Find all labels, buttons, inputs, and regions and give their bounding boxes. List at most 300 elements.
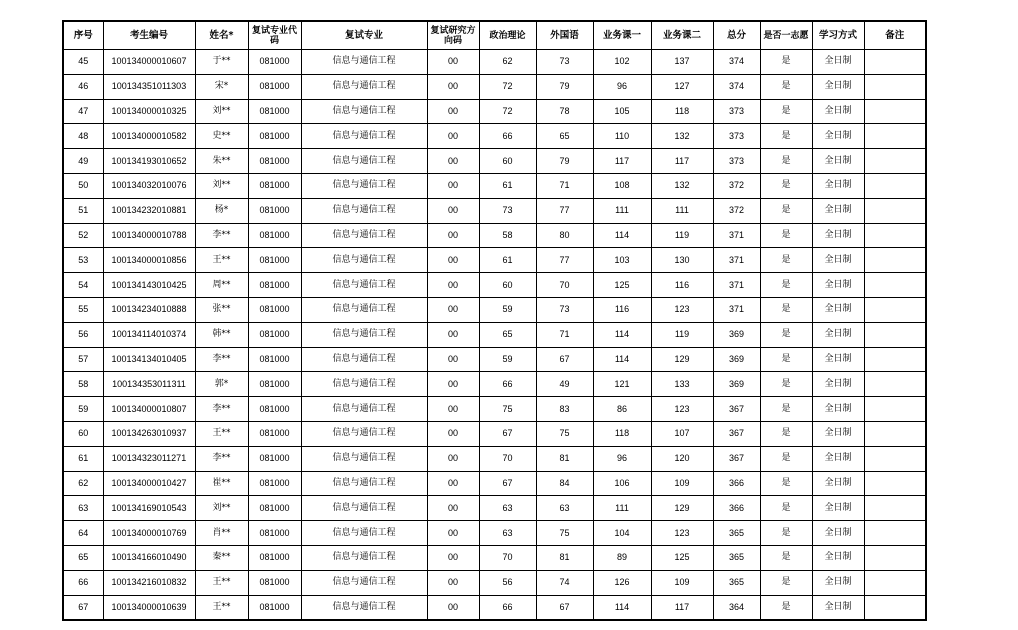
cell-course-one: 114 bbox=[593, 223, 651, 248]
cell-candidate-id: 100134000010639 bbox=[103, 595, 195, 620]
header-foreign-language: 外国语 bbox=[536, 21, 593, 50]
cell-remarks bbox=[864, 74, 926, 99]
cell-direction-code: 00 bbox=[427, 446, 479, 471]
cell-foreign-language: 67 bbox=[536, 595, 593, 620]
header-study-mode: 学习方式 bbox=[812, 21, 864, 50]
cell-politics: 67 bbox=[479, 421, 536, 446]
table-body bbox=[63, 50, 926, 621]
cell-candidate-id: 100134134010405 bbox=[103, 347, 195, 372]
cell-course-one: 86 bbox=[593, 397, 651, 422]
cell-politics: 63 bbox=[479, 521, 536, 546]
cell-seq: 67 bbox=[63, 595, 103, 620]
cell-study-mode: 全日制 bbox=[812, 322, 864, 347]
cell-course-one: 96 bbox=[593, 74, 651, 99]
table-row bbox=[63, 297, 926, 322]
cell-first-choice: 是 bbox=[760, 446, 812, 471]
cell-candidate-id: 100134000010807 bbox=[103, 397, 195, 422]
cell-major: 信息与通信工程 bbox=[301, 273, 427, 298]
cell-seq: 62 bbox=[63, 471, 103, 496]
table-row bbox=[63, 74, 926, 99]
cell-seq: 59 bbox=[63, 397, 103, 422]
table-row bbox=[63, 471, 926, 496]
cell-course-two: 127 bbox=[651, 74, 713, 99]
cell-remarks bbox=[864, 496, 926, 521]
cell-study-mode: 全日制 bbox=[812, 273, 864, 298]
table-row bbox=[63, 421, 926, 446]
cell-study-mode: 全日制 bbox=[812, 372, 864, 397]
cell-politics: 58 bbox=[479, 223, 536, 248]
table-row bbox=[63, 496, 926, 521]
cell-seq: 47 bbox=[63, 99, 103, 124]
cell-seq: 49 bbox=[63, 149, 103, 174]
cell-total: 369 bbox=[713, 322, 760, 347]
cell-total: 371 bbox=[713, 223, 760, 248]
cell-first-choice: 是 bbox=[760, 322, 812, 347]
cell-total: 372 bbox=[713, 173, 760, 198]
cell-foreign-language: 74 bbox=[536, 570, 593, 595]
cell-foreign-language: 83 bbox=[536, 397, 593, 422]
cell-major: 信息与通信工程 bbox=[301, 99, 427, 124]
cell-course-one: 105 bbox=[593, 99, 651, 124]
cell-direction-code: 00 bbox=[427, 521, 479, 546]
table-row bbox=[63, 223, 926, 248]
cell-course-two: 111 bbox=[651, 198, 713, 223]
cell-seq: 50 bbox=[63, 173, 103, 198]
cell-direction-code: 00 bbox=[427, 471, 479, 496]
cell-course-two: 125 bbox=[651, 545, 713, 570]
cell-major: 信息与通信工程 bbox=[301, 223, 427, 248]
cell-name: 宋* bbox=[195, 74, 248, 99]
cell-foreign-language: 75 bbox=[536, 421, 593, 446]
cell-direction-code: 00 bbox=[427, 248, 479, 273]
table-row bbox=[63, 273, 926, 298]
table-row bbox=[63, 372, 926, 397]
cell-remarks bbox=[864, 446, 926, 471]
cell-direction-code: 00 bbox=[427, 74, 479, 99]
cell-remarks bbox=[864, 248, 926, 273]
cell-course-one: 125 bbox=[593, 273, 651, 298]
cell-major-code: 081000 bbox=[248, 297, 301, 322]
cell-seq: 61 bbox=[63, 446, 103, 471]
cell-major-code: 081000 bbox=[248, 74, 301, 99]
cell-first-choice: 是 bbox=[760, 124, 812, 149]
cell-remarks bbox=[864, 124, 926, 149]
cell-candidate-id: 100134263010937 bbox=[103, 421, 195, 446]
cell-direction-code: 00 bbox=[427, 570, 479, 595]
cell-total: 373 bbox=[713, 149, 760, 174]
cell-foreign-language: 73 bbox=[536, 297, 593, 322]
cell-major-code: 081000 bbox=[248, 496, 301, 521]
table-row bbox=[63, 545, 926, 570]
cell-study-mode: 全日制 bbox=[812, 99, 864, 124]
cell-first-choice: 是 bbox=[760, 50, 812, 75]
cell-course-one: 114 bbox=[593, 347, 651, 372]
cell-first-choice: 是 bbox=[760, 198, 812, 223]
cell-seq: 52 bbox=[63, 223, 103, 248]
cell-major-code: 081000 bbox=[248, 545, 301, 570]
cell-major-code: 081000 bbox=[248, 471, 301, 496]
cell-candidate-id: 100134114010374 bbox=[103, 322, 195, 347]
cell-course-one: 108 bbox=[593, 173, 651, 198]
cell-direction-code: 00 bbox=[427, 297, 479, 322]
cell-foreign-language: 77 bbox=[536, 248, 593, 273]
cell-major: 信息与通信工程 bbox=[301, 570, 427, 595]
cell-direction-code: 00 bbox=[427, 99, 479, 124]
cell-course-one: 96 bbox=[593, 446, 651, 471]
cell-name: 李** bbox=[195, 397, 248, 422]
cell-direction-code: 00 bbox=[427, 545, 479, 570]
header-first-choice: 是否一志愿 bbox=[760, 21, 812, 50]
cell-direction-code: 00 bbox=[427, 322, 479, 347]
table-row bbox=[63, 124, 926, 149]
cell-major: 信息与通信工程 bbox=[301, 397, 427, 422]
cell-first-choice: 是 bbox=[760, 347, 812, 372]
cell-candidate-id: 100134000010427 bbox=[103, 471, 195, 496]
cell-major-code: 081000 bbox=[248, 149, 301, 174]
cell-candidate-id: 100134032010076 bbox=[103, 173, 195, 198]
cell-remarks bbox=[864, 570, 926, 595]
cell-first-choice: 是 bbox=[760, 570, 812, 595]
cell-candidate-id: 100134000010856 bbox=[103, 248, 195, 273]
cell-politics: 66 bbox=[479, 595, 536, 620]
cell-study-mode: 全日制 bbox=[812, 496, 864, 521]
cell-candidate-id: 100134193010652 bbox=[103, 149, 195, 174]
cell-study-mode: 全日制 bbox=[812, 50, 864, 75]
table-row bbox=[63, 347, 926, 372]
cell-name: 韩** bbox=[195, 322, 248, 347]
cell-total: 365 bbox=[713, 521, 760, 546]
cell-course-one: 104 bbox=[593, 521, 651, 546]
cell-total: 374 bbox=[713, 74, 760, 99]
cell-major: 信息与通信工程 bbox=[301, 149, 427, 174]
table-row bbox=[63, 50, 926, 75]
cell-name: 刘** bbox=[195, 173, 248, 198]
header-name: 姓名* bbox=[195, 21, 248, 50]
cell-first-choice: 是 bbox=[760, 273, 812, 298]
header-course-one: 业务课一 bbox=[593, 21, 651, 50]
cell-politics: 60 bbox=[479, 149, 536, 174]
cell-course-one: 126 bbox=[593, 570, 651, 595]
cell-study-mode: 全日制 bbox=[812, 570, 864, 595]
cell-name: 王** bbox=[195, 421, 248, 446]
cell-major-code: 081000 bbox=[248, 124, 301, 149]
cell-first-choice: 是 bbox=[760, 223, 812, 248]
cell-first-choice: 是 bbox=[760, 545, 812, 570]
cell-major: 信息与通信工程 bbox=[301, 347, 427, 372]
cell-direction-code: 00 bbox=[427, 124, 479, 149]
cell-major: 信息与通信工程 bbox=[301, 545, 427, 570]
cell-remarks bbox=[864, 99, 926, 124]
cell-candidate-id: 100134166010490 bbox=[103, 545, 195, 570]
table-row bbox=[63, 570, 926, 595]
cell-major-code: 081000 bbox=[248, 248, 301, 273]
cell-study-mode: 全日制 bbox=[812, 595, 864, 620]
cell-politics: 73 bbox=[479, 198, 536, 223]
cell-study-mode: 全日制 bbox=[812, 421, 864, 446]
header-seq: 序号 bbox=[63, 21, 103, 50]
cell-major: 信息与通信工程 bbox=[301, 446, 427, 471]
cell-course-two: 123 bbox=[651, 521, 713, 546]
cell-politics: 70 bbox=[479, 446, 536, 471]
cell-politics: 66 bbox=[479, 372, 536, 397]
cell-major-code: 081000 bbox=[248, 99, 301, 124]
cell-course-two: 137 bbox=[651, 50, 713, 75]
cell-major: 信息与通信工程 bbox=[301, 248, 427, 273]
cell-course-two: 120 bbox=[651, 446, 713, 471]
cell-course-two: 123 bbox=[651, 397, 713, 422]
cell-total: 373 bbox=[713, 124, 760, 149]
cell-foreign-language: 79 bbox=[536, 149, 593, 174]
cell-course-two: 123 bbox=[651, 297, 713, 322]
cell-foreign-language: 77 bbox=[536, 198, 593, 223]
cell-name: 朱** bbox=[195, 149, 248, 174]
cell-remarks bbox=[864, 595, 926, 620]
cell-major-code: 081000 bbox=[248, 595, 301, 620]
cell-major: 信息与通信工程 bbox=[301, 198, 427, 223]
table-row bbox=[63, 99, 926, 124]
cell-major-code: 081000 bbox=[248, 322, 301, 347]
cell-remarks bbox=[864, 273, 926, 298]
cell-course-one: 117 bbox=[593, 149, 651, 174]
cell-direction-code: 00 bbox=[427, 149, 479, 174]
cell-remarks bbox=[864, 347, 926, 372]
cell-candidate-id: 100134353011311 bbox=[103, 372, 195, 397]
cell-politics: 72 bbox=[479, 74, 536, 99]
cell-name: 张** bbox=[195, 297, 248, 322]
cell-major-code: 081000 bbox=[248, 421, 301, 446]
cell-seq: 46 bbox=[63, 74, 103, 99]
cell-candidate-id: 100134169010543 bbox=[103, 496, 195, 521]
cell-total: 367 bbox=[713, 421, 760, 446]
cell-course-one: 114 bbox=[593, 322, 651, 347]
cell-name: 李** bbox=[195, 446, 248, 471]
cell-foreign-language: 63 bbox=[536, 496, 593, 521]
cell-total: 369 bbox=[713, 347, 760, 372]
header-research-direction-code: 复试研究方向码 bbox=[427, 21, 479, 50]
cell-name: 秦** bbox=[195, 545, 248, 570]
cell-major: 信息与通信工程 bbox=[301, 496, 427, 521]
cell-direction-code: 00 bbox=[427, 173, 479, 198]
cell-major-code: 081000 bbox=[248, 198, 301, 223]
cell-course-two: 133 bbox=[651, 372, 713, 397]
cell-study-mode: 全日制 bbox=[812, 173, 864, 198]
cell-candidate-id: 100134143010425 bbox=[103, 273, 195, 298]
cell-politics: 61 bbox=[479, 248, 536, 273]
cell-candidate-id: 100134216010832 bbox=[103, 570, 195, 595]
cell-total: 372 bbox=[713, 198, 760, 223]
header-total: 总分 bbox=[713, 21, 760, 50]
cell-name: 崔** bbox=[195, 471, 248, 496]
table-row bbox=[63, 397, 926, 422]
cell-politics: 66 bbox=[479, 124, 536, 149]
cell-name: 李** bbox=[195, 223, 248, 248]
cell-foreign-language: 70 bbox=[536, 273, 593, 298]
table-row bbox=[63, 446, 926, 471]
cell-candidate-id: 100134000010607 bbox=[103, 50, 195, 75]
cell-name: 王** bbox=[195, 570, 248, 595]
cell-course-two: 130 bbox=[651, 248, 713, 273]
cell-politics: 56 bbox=[479, 570, 536, 595]
cell-total: 371 bbox=[713, 273, 760, 298]
table-row bbox=[63, 595, 926, 620]
cell-course-one: 118 bbox=[593, 421, 651, 446]
cell-course-one: 102 bbox=[593, 50, 651, 75]
cell-total: 371 bbox=[713, 248, 760, 273]
cell-major: 信息与通信工程 bbox=[301, 173, 427, 198]
cell-course-two: 129 bbox=[651, 347, 713, 372]
cell-direction-code: 00 bbox=[427, 372, 479, 397]
header-remarks: 备注 bbox=[864, 21, 926, 50]
cell-study-mode: 全日制 bbox=[812, 74, 864, 99]
header-candidate-id: 考生编号 bbox=[103, 21, 195, 50]
cell-major-code: 081000 bbox=[248, 570, 301, 595]
cell-course-one: 89 bbox=[593, 545, 651, 570]
cell-first-choice: 是 bbox=[760, 248, 812, 273]
cell-name: 王** bbox=[195, 248, 248, 273]
cell-name: 王** bbox=[195, 595, 248, 620]
cell-remarks bbox=[864, 545, 926, 570]
cell-remarks bbox=[864, 397, 926, 422]
cell-foreign-language: 81 bbox=[536, 545, 593, 570]
cell-seq: 60 bbox=[63, 421, 103, 446]
cell-study-mode: 全日制 bbox=[812, 223, 864, 248]
cell-major-code: 081000 bbox=[248, 273, 301, 298]
cell-study-mode: 全日制 bbox=[812, 471, 864, 496]
cell-name: 肖** bbox=[195, 521, 248, 546]
cell-first-choice: 是 bbox=[760, 99, 812, 124]
cell-seq: 63 bbox=[63, 496, 103, 521]
cell-candidate-id: 100134000010582 bbox=[103, 124, 195, 149]
cell-first-choice: 是 bbox=[760, 297, 812, 322]
cell-total: 366 bbox=[713, 496, 760, 521]
cell-first-choice: 是 bbox=[760, 397, 812, 422]
cell-seq: 54 bbox=[63, 273, 103, 298]
cell-major-code: 081000 bbox=[248, 372, 301, 397]
cell-direction-code: 00 bbox=[427, 273, 479, 298]
cell-major: 信息与通信工程 bbox=[301, 595, 427, 620]
cell-name: 刘** bbox=[195, 99, 248, 124]
cell-course-two: 109 bbox=[651, 471, 713, 496]
cell-study-mode: 全日制 bbox=[812, 446, 864, 471]
cell-politics: 75 bbox=[479, 397, 536, 422]
cell-politics: 65 bbox=[479, 322, 536, 347]
table-row bbox=[63, 521, 926, 546]
cell-foreign-language: 81 bbox=[536, 446, 593, 471]
header-major: 复试专业 bbox=[301, 21, 427, 50]
cell-major-code: 081000 bbox=[248, 446, 301, 471]
cell-politics: 67 bbox=[479, 471, 536, 496]
cell-direction-code: 00 bbox=[427, 496, 479, 521]
cell-direction-code: 00 bbox=[427, 223, 479, 248]
cell-seq: 48 bbox=[63, 124, 103, 149]
cell-name: 史** bbox=[195, 124, 248, 149]
cell-seq: 55 bbox=[63, 297, 103, 322]
cell-name: 刘** bbox=[195, 496, 248, 521]
cell-first-choice: 是 bbox=[760, 421, 812, 446]
cell-foreign-language: 49 bbox=[536, 372, 593, 397]
cell-candidate-id: 100134351011303 bbox=[103, 74, 195, 99]
cell-total: 367 bbox=[713, 397, 760, 422]
cell-name: 杨* bbox=[195, 198, 248, 223]
cell-major-code: 081000 bbox=[248, 397, 301, 422]
cell-course-two: 109 bbox=[651, 570, 713, 595]
cell-foreign-language: 67 bbox=[536, 347, 593, 372]
cell-study-mode: 全日制 bbox=[812, 347, 864, 372]
cell-remarks bbox=[864, 521, 926, 546]
table-row bbox=[63, 149, 926, 174]
cell-major: 信息与通信工程 bbox=[301, 322, 427, 347]
cell-first-choice: 是 bbox=[760, 521, 812, 546]
cell-first-choice: 是 bbox=[760, 595, 812, 620]
cell-first-choice: 是 bbox=[760, 372, 812, 397]
cell-course-two: 117 bbox=[651, 595, 713, 620]
cell-first-choice: 是 bbox=[760, 173, 812, 198]
cell-direction-code: 00 bbox=[427, 347, 479, 372]
cell-seq: 45 bbox=[63, 50, 103, 75]
table-row bbox=[63, 198, 926, 223]
cell-remarks bbox=[864, 322, 926, 347]
cell-candidate-id: 100134000010769 bbox=[103, 521, 195, 546]
cell-study-mode: 全日制 bbox=[812, 198, 864, 223]
cell-remarks bbox=[864, 471, 926, 496]
cell-seq: 57 bbox=[63, 347, 103, 372]
header-politics: 政治理论 bbox=[479, 21, 536, 50]
cell-seq: 53 bbox=[63, 248, 103, 273]
cell-course-two: 132 bbox=[651, 124, 713, 149]
cell-course-two: 107 bbox=[651, 421, 713, 446]
table-row bbox=[63, 322, 926, 347]
cell-seq: 51 bbox=[63, 198, 103, 223]
cell-major: 信息与通信工程 bbox=[301, 74, 427, 99]
cell-course-two: 117 bbox=[651, 149, 713, 174]
cell-seq: 56 bbox=[63, 322, 103, 347]
cell-first-choice: 是 bbox=[760, 496, 812, 521]
cell-total: 373 bbox=[713, 99, 760, 124]
cell-politics: 61 bbox=[479, 173, 536, 198]
cell-course-two: 116 bbox=[651, 273, 713, 298]
cell-major-code: 081000 bbox=[248, 223, 301, 248]
cell-name: 于** bbox=[195, 50, 248, 75]
cell-course-one: 110 bbox=[593, 124, 651, 149]
cell-politics: 62 bbox=[479, 50, 536, 75]
cell-course-one: 121 bbox=[593, 372, 651, 397]
cell-remarks bbox=[864, 372, 926, 397]
cell-major: 信息与通信工程 bbox=[301, 471, 427, 496]
table-row bbox=[63, 173, 926, 198]
cell-course-two: 118 bbox=[651, 99, 713, 124]
cell-total: 366 bbox=[713, 471, 760, 496]
cell-seq: 64 bbox=[63, 521, 103, 546]
cell-foreign-language: 78 bbox=[536, 99, 593, 124]
table-row bbox=[63, 248, 926, 273]
cell-major-code: 081000 bbox=[248, 521, 301, 546]
cell-remarks bbox=[864, 223, 926, 248]
cell-study-mode: 全日制 bbox=[812, 297, 864, 322]
cell-total: 364 bbox=[713, 595, 760, 620]
cell-candidate-id: 100134234010888 bbox=[103, 297, 195, 322]
cell-name: 周** bbox=[195, 273, 248, 298]
cell-study-mode: 全日制 bbox=[812, 149, 864, 174]
cell-politics: 60 bbox=[479, 273, 536, 298]
cell-foreign-language: 80 bbox=[536, 223, 593, 248]
header-row bbox=[63, 21, 926, 50]
cell-course-two: 119 bbox=[651, 322, 713, 347]
cell-total: 371 bbox=[713, 297, 760, 322]
cell-name: 李** bbox=[195, 347, 248, 372]
cell-foreign-language: 71 bbox=[536, 173, 593, 198]
cell-study-mode: 全日制 bbox=[812, 124, 864, 149]
cell-course-one: 111 bbox=[593, 496, 651, 521]
